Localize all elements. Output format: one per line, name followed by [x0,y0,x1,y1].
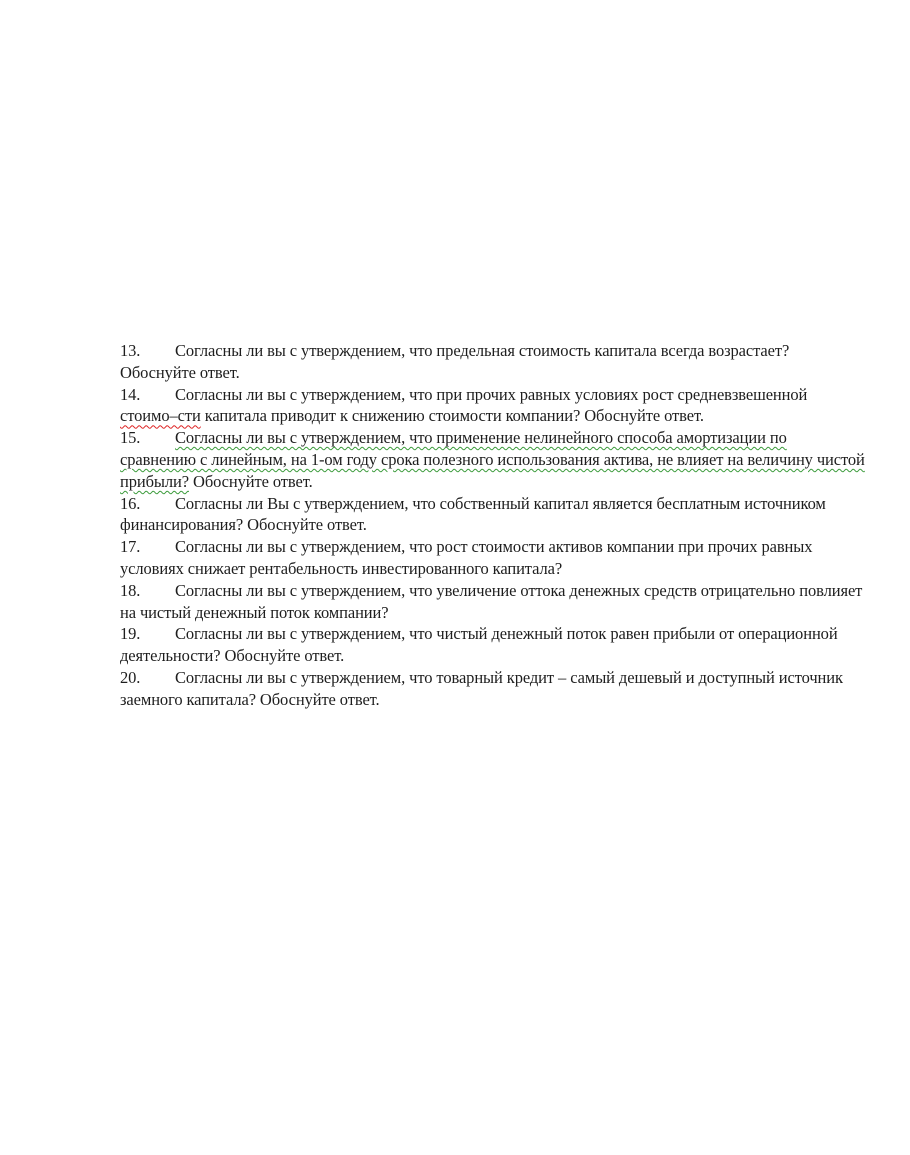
grammar-flagged-text: Согласны ли вы с утверждением, что применение нелинейного способа амортизации по сравнению с линейным, на 1-ом году срока полезного использования актива, не влияет на величину чистой прибыли? [120,428,865,491]
question-number: 14. [120,384,141,404]
question-item [120,623,865,667]
question-number: 16. [120,493,141,513]
question-item [120,536,865,580]
question-text: Согласны ли вы с утверждением, что предельная стоимость капитала всегда возрастает? Обоснуйте ответ. [120,341,790,382]
question-text: Согласны ли вы с утверждением, что увеличение оттока денежных средств отрицательно повлияет на чистый денежный поток компании? [120,580,863,622]
question-number: 13. [120,341,141,360]
question-text: капитала приводит к снижению стоимости компании? Обоснуйте ответ. [200,406,704,426]
question-text: Согласны ли вы с утверждением, что при прочих равных условиях рост средневзвешенной [175,384,808,404]
question-text: Согласны ли вы с утверждением, что чистый денежный поток равен прибыли от операционной деятельности? Обоснуйте ответ. [120,624,838,666]
question-list [120,340,865,711]
spelling-error-text: стоимо–сти [120,406,201,426]
question-text: Согласны ли вы с утверждением, что товарный кредит – самый дешевый и доступный источник заемного капитала? Обоснуйте ответ. [120,667,843,709]
question-number: 20. [120,667,141,687]
question-text: Согласны ли Вы с утверждением, что собственный капитал является бесплатным источником финансирования? Обоснуйте ответ. [120,493,826,535]
question-item [120,427,865,492]
question-item [120,384,865,428]
question-number: 18. [120,580,141,600]
question-item [120,493,865,537]
question-number: 15. [120,428,141,448]
question-text: Обоснуйте ответ. [188,471,313,491]
question-number: 17. [120,537,141,557]
question-item [120,580,865,624]
question-text: Согласны ли вы с утверждением, что рост стоимости активов компании при прочих равных условиях снижает рентабельность инвестированного капитала? [120,537,813,578]
question-item [120,340,865,384]
question-number: 19. [120,624,141,644]
question-item [120,667,865,711]
